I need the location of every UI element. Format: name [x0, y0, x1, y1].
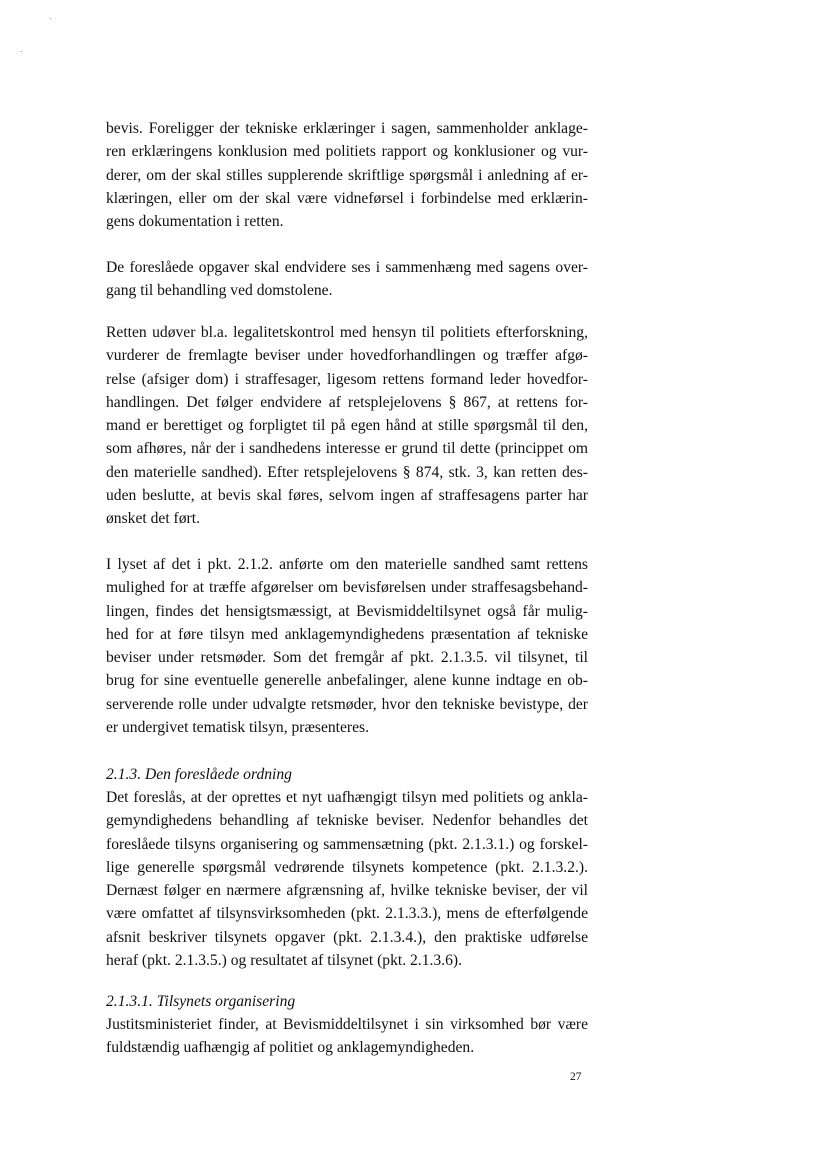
- paragraph-line: serverende rolle under udvalgte retsmøder, hvor den tekniske bevistype, der: [106, 695, 588, 713]
- scan-speck: [50, 18, 51, 19]
- section-body-2-1-3-1: [106, 1013, 588, 1060]
- section-title: Tilsynets organisering: [156, 993, 296, 1010]
- section-number: 2.1.3.1.: [106, 993, 153, 1010]
- paragraph-line: hed for at føre tilsyn med anklagemyndighedens præsentation af tekniske: [106, 625, 588, 643]
- paragraph-line: vurderer de fremlagte beviser under hovedforhandlingen og træffer afgø-: [106, 347, 588, 365]
- paragraph-line: lige generelle spørgsmål vedrørende tilsynets kompetence (pkt. 2.1.3.2.).: [106, 858, 588, 876]
- paragraph-line: gens dokumentation i retten.: [106, 213, 284, 231]
- paragraph-line: heraf (pkt. 2.1.3.5.) og resultatet af tilsynet (pkt. 2.1.3.6).: [106, 952, 462, 970]
- paragraph-line: klæringen, eller om der skal være vidneførsel i forbindelse med erklærin-: [106, 189, 588, 207]
- paragraph-line: mulighed for at træffe afgørelser om bevisførelsen under straffesagsbehand-: [106, 579, 588, 597]
- section-heading-2-1-3-1: [106, 990, 295, 1013]
- paragraph-line: uden beslutte, at bevis skal føres, selvom ingen af straffesagens parter har: [106, 487, 588, 505]
- paragraph-line: mand er berettiget og forpligtet til på egen hånd at stille spørgsmål til den,: [106, 417, 588, 435]
- paragraph-line: Retten udøver bl.a. legalitetskontrol med hensyn til politiets efterforskning,: [106, 324, 588, 341]
- section-number: 2.1.3.: [106, 766, 142, 783]
- paragraph-line: bevis. Foreligger der tekniske erklæringer i sagen, sammenholder anklage-: [106, 120, 588, 137]
- paragraph-1: [106, 117, 588, 233]
- paragraph-line: derer, om der skal stilles supplerende skriftlige spørgsmål i anledning af er-: [106, 166, 588, 184]
- section-body-2-1-3: [106, 786, 588, 972]
- paragraph-line: Det foreslås, at der oprettes et nyt uafhængigt tilsyn med politiets og ankla-: [106, 789, 588, 806]
- paragraph-line: gang til behandling ved domstolene.: [106, 282, 333, 300]
- page-number: 27: [570, 1071, 582, 1083]
- paragraph-line: ren erklæringens konklusion med politiets rapport og konklusioner og vur-: [106, 143, 588, 161]
- paragraph-line: den materielle sandhed). Efter retsplejelovens § 874, stk. 3, kan retten des-: [106, 463, 588, 481]
- paragraph-line: foreslåede tilsyns organisering og sammensætning (pkt. 2.1.3.1.) og forskel-: [106, 835, 588, 853]
- section-heading-2-1-3: [106, 763, 292, 786]
- section-title: Den foreslåede ordning: [145, 766, 292, 783]
- paragraph-line: handlingen. Det følger endvidere af retsplejelovens § 867, at rettens for-: [106, 393, 588, 411]
- paragraph-line: beviser under retsmøder. Som det fremgår af pkt. 2.1.3.5. vil tilsynet, til: [106, 649, 588, 667]
- paragraph-4: [106, 553, 588, 739]
- paragraph-line: afsnit beskriver tilsynets opgaver (pkt. 2.1.3.4.), den praktiske udførelse: [106, 928, 588, 946]
- paragraph-line: lingen, findes det hensigtsmæssigt, at Bevismiddeltilsynet også får mulig-: [106, 602, 588, 620]
- paragraph-2: [106, 256, 588, 303]
- paragraph-line: som afhøres, når der i sandhedens interesse er grund til dette (princippet om: [106, 440, 588, 458]
- paragraph-line: gemyndighedens behandling af tekniske beviser. Nedenfor behandles det: [106, 812, 588, 830]
- paragraph-line: I lyset af det i pkt. 2.1.2. anførte om den materielle sandhed samt rettens: [106, 556, 588, 573]
- paragraph-line: være omfattet af tilsynsvirksomheden (pkt. 2.1.3.3.), mens de efterfølgende: [106, 905, 588, 923]
- paragraph-line: ønsket det ført.: [106, 510, 200, 528]
- paragraph-line: fuldstændig uafhængig af politiet og anklagemyndigheden.: [106, 1039, 475, 1057]
- paragraph-line: De foreslåede opgaver skal endvidere ses i sammenhæng med sagens over-: [106, 259, 588, 276]
- scan-speck: [21, 51, 22, 52]
- paragraph-line: er undergivet tematisk tilsyn, præsenteres.: [106, 719, 370, 737]
- paragraph-line: Justitsministeriet finder, at Bevismiddeltilsynet i sin virksomhed bør være: [106, 1016, 588, 1033]
- paragraph-line: relse (afsiger dom) i straffesager, ligesom rettens formand leder hovedfor-: [106, 370, 588, 388]
- paragraph-line: Dernæst følger en nærmere afgrænsning af, hvilke tekniske beviser, der vil: [106, 882, 588, 900]
- paragraph-line: brug for sine eventuelle generelle anbefalinger, alene kunne indtage en ob-: [106, 672, 588, 690]
- paragraph-3: [106, 321, 588, 531]
